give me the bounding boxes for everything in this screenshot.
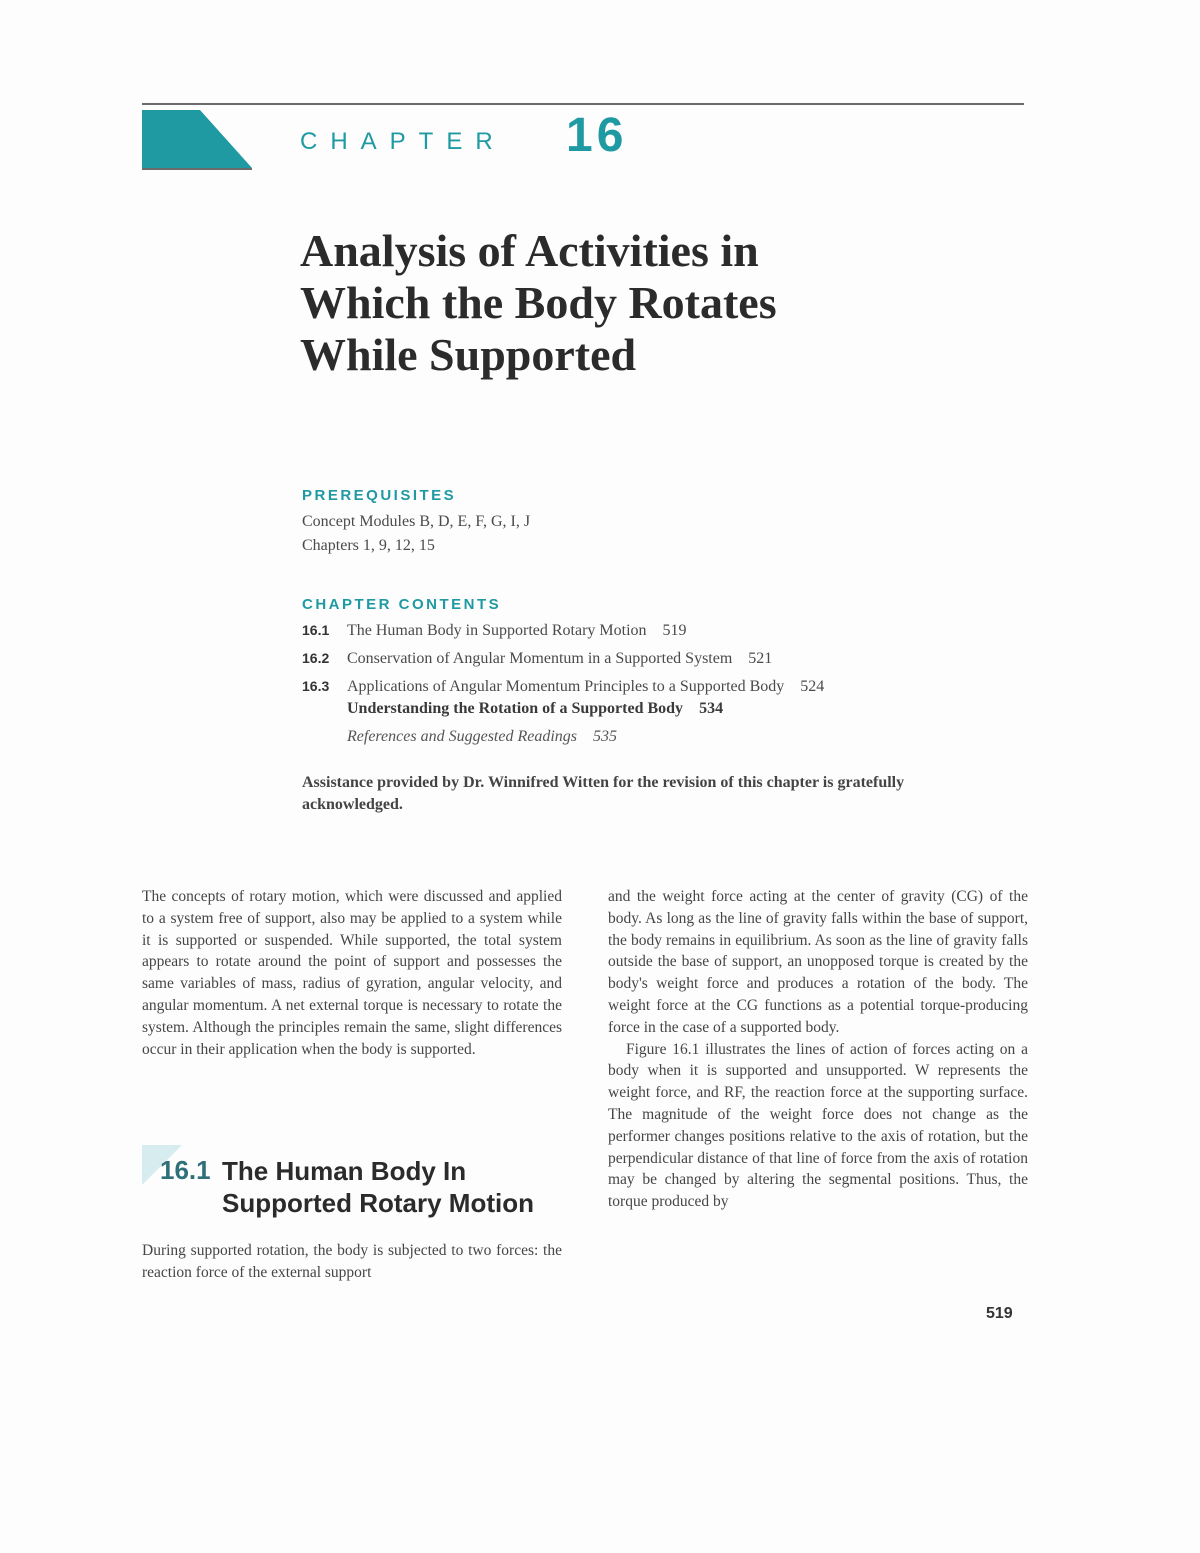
title-line: While Supported <box>300 329 637 380</box>
toc-references-title: References and Suggested Readings <box>347 728 578 745</box>
toc-summary-title: Understanding the Rotation of a Supported Body <box>347 700 684 717</box>
left-column <box>142 886 562 1060</box>
toc-entry-number: 16.1 <box>302 622 330 638</box>
page-number: 519 <box>986 1305 1013 1322</box>
section-number: 16.1 <box>160 1155 211 1185</box>
body-paragraph: and the weight force acting at the center of gravity (CG) of the body. As long as the line of gravity falls within the base of support, the body remains in equilibrium. As soon as the line of gravity falls outside the base of support, an unopposed torque is created by the body's weight force and produces a rotation of the body. The weight force at the CG functions as a potential torque-producing force in the case of a supported body. <box>608 888 1028 1036</box>
acknowledgment: Assistance provided by Dr. Winnifred Witten for the revision of this chapter is gratefully acknowledged. <box>302 774 905 813</box>
section-paragraph: During supported rotation, the body is subjected to two forces: the reaction force of the external support <box>142 1242 562 1281</box>
toc-entry[interactable] <box>302 622 687 640</box>
title-line: Analysis of Activities in <box>300 225 759 276</box>
toc-entry-number: 16.2 <box>302 650 330 666</box>
section-title <box>222 1155 562 1219</box>
chapter-banner-shape <box>142 110 252 168</box>
body-paragraph: Figure 16.1 illustrates the lines of action of forces acting on a body when it is supported and unsupported. W represents the weight force, and RF, the reaction force at the supporting surface. The magnitude of the weight force does not change as the performer changes positions relative to the axis of rotation, but the perpendicular distance of that line of force from the axis of rotation may be changed by altering the segmental positions. Thus, the torque produced by <box>608 1040 1028 1211</box>
chapter-number: 16 <box>566 109 628 162</box>
toc-references[interactable] <box>347 728 617 746</box>
prerequisites-heading: PREREQUISITES <box>302 487 457 504</box>
title-line: Which the Body Rotates <box>300 277 777 328</box>
section-title-line: The Human Body In <box>222 1156 467 1186</box>
toc-entry-page: 524 <box>800 678 825 695</box>
toc-entry[interactable] <box>302 650 772 668</box>
section-16-1-heading <box>142 1145 572 1225</box>
prerequisite-chapters: Chapters 1, 9, 12, 15 <box>302 537 435 554</box>
toc-entry-number: 16.3 <box>302 678 330 694</box>
toc-entry-title: Applications of Angular Momentum Principles to a Supported Body <box>347 678 785 695</box>
toc-entry-page: 521 <box>748 650 773 667</box>
toc-summary-page: 534 <box>699 700 724 717</box>
section-title-line: Supported Rotary Motion <box>222 1188 534 1218</box>
intro-paragraph: The concepts of rotary motion, which were discussed and applied to a system free of support, also may be applied to a system while it is supported or suspended. While supported, the total system appears to rotate around the point of support and possesses the same variables of mass, radius of gyration, angular velocity, and angular momentum. A net external torque is necessary to rotate the system. Although the principles remain the same, slight differences occur in their application when the body is supported. <box>142 888 562 1058</box>
right-column <box>608 886 1028 1213</box>
chapter-label: CHAPTER <box>300 128 506 155</box>
toc-summary[interactable] <box>347 700 723 718</box>
toc-references-page: 535 <box>593 728 618 745</box>
chapter-title <box>300 225 940 381</box>
toc-entry-title: Conservation of Angular Momentum in a Supported System <box>347 650 733 667</box>
banner-underline <box>142 168 252 170</box>
contents-heading: CHAPTER CONTENTS <box>302 596 502 613</box>
toc-entry-title: The Human Body in Supported Rotary Motion <box>347 622 647 639</box>
toc-entry-page: 519 <box>662 622 687 639</box>
top-rule <box>142 103 1024 105</box>
toc-entry[interactable] <box>302 678 824 696</box>
prerequisite-modules: Concept Modules B, D, E, F, G, I, J <box>302 513 531 530</box>
